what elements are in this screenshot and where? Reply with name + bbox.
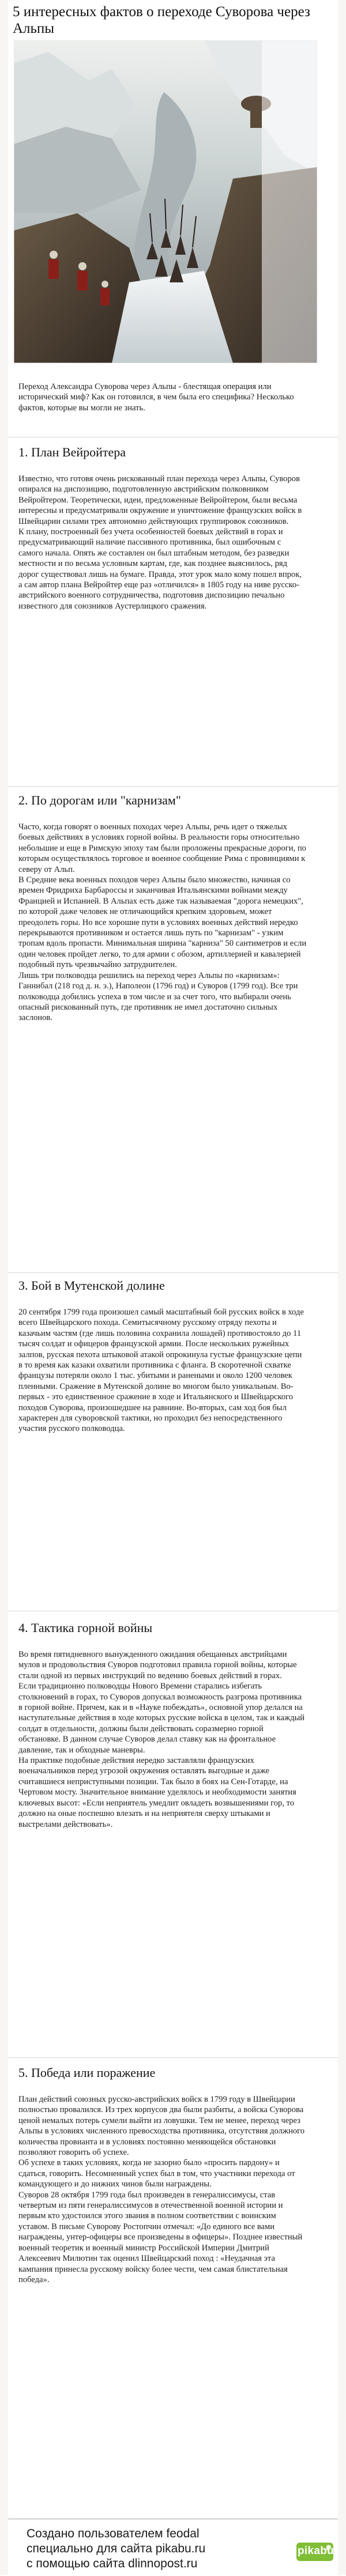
section-divider (8, 2057, 338, 2058)
intro-paragraph: Переход Александра Суворова через Альпы - блестящая операция или исторический миф? Как он готовился, в чем была его специфика? Несколько фактов, которые вы могли не знать. (18, 382, 294, 413)
section-divider (8, 1272, 338, 1273)
footer-credit-text (27, 2526, 246, 2571)
painting-image (14, 40, 317, 363)
section-3-body: 20 сентября 1799 года произошел самый масштабный бой русских войск в ходе всего Швейцарского похода. Семитысячному русскому отряду пехоты и казачьим частям (где лишь половина сохранила лошадей) противостояло до 11 тысяч солдат и офицеров французской армии. После нескольких ружейных залпов, русская пехота штыковой атакой опрокинула густые французские цепи в то время как казаки охватили противника с фланга. В скоротечной схватке французы потеряли около 1 тыс. убитыми и ранеными и около 1200 человек пленными. Сражение в Мутенской долине во многом было уникальным. Во-первых - это единственное сражение в ходе и Итальянского и Швейцарского походов Суворова, произошедшее на равнине. Во-вторых, сам ход боя был характерен для суворовской тактики, но проходил без непосредственного участия русского полководца. (18, 1308, 304, 1434)
section-4-body: Во время пятидневного вынужденного ожидания обещанных австрийцами мулов и продовольствия Суворов подготовил правила горной войны, которые стали одной из первых инструкций по ведению боевых действий в горах. Если традиционно полководцы Нового Времени старались избегать столкновений в горах, то Суворов допускал возможность разгрома противника в горной войне. Причем, как и в «Науке побеждать», основной упор делался на наступательные действия в ходе которых русские войска в целом, так и каждый солдат в отдельности, должны были действовать соразмерно горной обстановке. В данном случае Суворов делал ставку как на фронтальное давление, так и обходные маневры. На практике подобные действия нередко заставляли французских военачальников перед угрозой окружения оставлять выгодные и даже считавшиеся неприступными позиции. Так было в боях на Сен-Готарде, на Чертовом мосту. Значительное внимание уделялось и необходимости занятия ключевых высот: «Если неприятель умедлит овладеть возвышениями гор, то должно на оные поспешно влезать и на неприятеля сверху штыками и выстрелами действовать». (18, 1650, 305, 1829)
section-3 (18, 1278, 313, 1434)
section-4 (18, 1621, 313, 1830)
section-5-body: План действий союзных русско-австрийских войск в 1799 году в Швейцарии полностью провалился. Из трех корпусов два были разбиты, а войска Суворова ценой немалых потерь сумели выйти из ловушки. Тем не менее, переход через Альпы в условиях численного превосходства противника, отсутствия должного количества провианта и в условиях постоянно меняющейся обстановки позволяют говорить об успехе. Об успехе в таких условиях, когда не зазорно было «просить пардону» и сдаться, говорить. Несомненный успех был в том, что участники перехода от командующего и до нижних чинов были награждены. Суворов 28 октября 1799 года был произведен в генералиссимусы, став четвертым из пяти генералиссимусов в отечественной военной истории и первым кто удостоился этого звания в полном соответствии с воинским уставом. В письме Суворову Ростопчин отмечал: «До единого все вами награждены, унтер-офицеры все произведены в офицеры». Позднее известный военный теоретик и военный министр Российской Империи Дмитрий Алексеевич Милютин так оценил Швейцарский поход : «Неудачная эта кампания принесла русскому войску более чести, чем самая блистательная победа». (18, 2095, 305, 2284)
section-divider (8, 786, 338, 787)
credit-author-line: Создано пользователем feodal (27, 2527, 200, 2540)
section-2 (18, 793, 313, 1023)
section-1-heading: 1. План Вейройтера (18, 445, 126, 459)
credit-tool-line: с помощью сайта dlinnopost.ru (27, 2557, 198, 2570)
section-5 (18, 2065, 313, 2285)
credit-site-line: специально для сайта pikabu.ru (27, 2542, 206, 2555)
section-1-body: Известно, что готовя очень рискованный план перехода через Альпы, Суворов опирался на диспозицию, подготовленную австрийским полковником Вейройтером. Теоретически, идеи, предложенные Вейройтером, были весьма интересны и предусматривали окружение и уничтожение французских войск в Швейцарии силами трех автономно действующих группировок союзников. К плану, построенный без учета особенностей боевых действий в горах и предусматривающий наличие пассивного противника, был ошибочным с самого начала. Опять же составлен он был штабным методом, без разведки местности и по весьма условным картам, где, как позднее выяснилось, ряд дорог существовал лишь на бумаге. Правда, этот урок мало кому пошел впрок, а сам автор плана Вейройтер еще раз «отличился» в 1805 году на ниве русско-австрийского военного сотрудничества, подготовив диспозицию печально известного для союзников Аустерлицкого сражения. (18, 474, 302, 611)
footer-credit (8, 2518, 338, 2576)
section-2-heading: 2. По дорогам или "карнизам" (18, 793, 181, 807)
suvorov-alps-painting (14, 40, 317, 363)
section-4-heading: 4. Тактика горной войны (18, 1621, 153, 1635)
section-2-body: Часто, когда говорят о военных походах через Альпы, речь идет о тяжелых боевых действиях в условиях горной войны. В реальности горы относительно небольшие и еще в Римскую эпоху там были проложены прекрасные дороги, по которым осуществлялось торговое и военное сообщение Рима с провинциями к северу от Альп. В Средние века военных походов через Альпы было множество, начиная со времен Фридриха Барбароссы и заканчивая Итальянскими войнами между Францией и Испанией. В Альпах есть даже так называемая "дорога немецких", по которой даже человек не отличающийся крепким здоровьем, может преодолеть горы. Но все хорошие пути в условиях военных действий нередко перекрываются противником и остается лишь путь по "карнизам" - узким тропам вдоль пропасти. Минимальная ширина "карниза" 50 сантиметров и если один человек пройдет легко, то для армии с обозом, артиллерией и кавалерией подобный путь чрезвычайно затруднителен. Лишь три полководца решились на переход через Альпы по «карнизам»: Ганнибал (218 год д. н. э.), Наполеон (1796 год) и Суворов (1799 год). Все три полководца добились успеха в том числе и за счет того, что выбирали очень опасный рискованный путь, где противник не имел достаточно сильных заслонов. (18, 822, 307, 1023)
section-5-heading: 5. Победа или поражение (18, 2065, 156, 2080)
pikabu-logo-text: pikabu (298, 2545, 334, 2557)
pikabu-logo[interactable] (296, 2541, 333, 2564)
post-title: 5 интересных фактов о переходе Суворова через Альпы (13, 4, 310, 36)
section-1 (18, 445, 313, 611)
section-3-heading: 3. Бой в Мутенской долине (18, 1278, 165, 1293)
